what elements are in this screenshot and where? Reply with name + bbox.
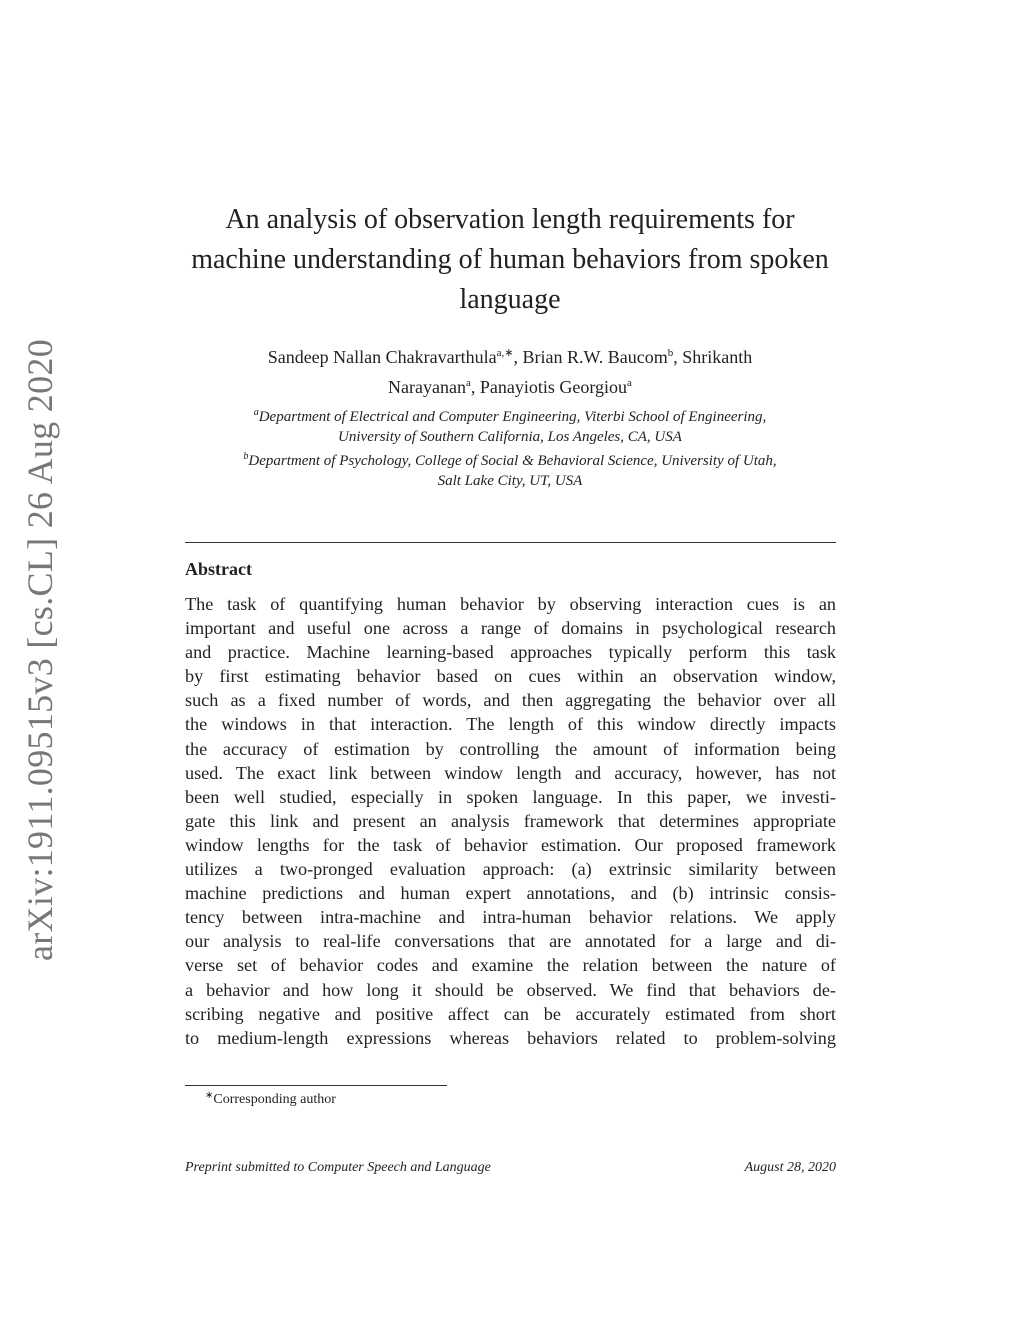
abstract-line: and practice. Machine learning-based approaches typically perform this task (185, 642, 836, 663)
arxiv-identifier-stamp (10, 338, 70, 962)
author-name: Brian R.W. Baucom (522, 347, 668, 367)
author-affil-mark: a (466, 377, 471, 389)
affiliation-mark: a (253, 407, 259, 418)
footnote-text: Corresponding author (213, 1092, 336, 1107)
arxiv-identifier-text: arXiv:1911.09515v3 [cs.CL] 26 Aug 2020 (20, 338, 60, 962)
author-affil-mark: a,∗ (496, 347, 514, 359)
author-line-2 (185, 370, 835, 400)
abstract-line: The task of quantifying human behavior by observing interaction cues is an (185, 594, 836, 614)
abstract-line: gate this link and present an analysis framework that determines appropriate (185, 810, 836, 831)
affiliation-mark: b (243, 451, 249, 462)
abstract-line: to medium-length expressions whereas behaviors related to problem-solving (185, 1027, 836, 1048)
title-line: machine understanding of human behaviors from spoken (191, 244, 829, 275)
abstract-heading: Abstract (185, 559, 252, 579)
abstract-line: the accuracy of estimation by controlling the amount of information being (185, 738, 836, 759)
abstract-line: machine predictions and human expert annotations, and (b) intrinsic consis- (185, 883, 836, 904)
author-name: Panayiotis Georgiou (479, 377, 628, 397)
abstract-line: our analysis to real-life conversations that are annotated for a large and di- (185, 931, 836, 952)
footnote-mark: ∗ (205, 1090, 214, 1101)
affiliation-list (185, 403, 835, 491)
abstract-line: utilizes a two-pronged evaluation approach: (a) extrinsic similarity between (185, 859, 836, 880)
abstract-line: a behavior and how long it should be observed. We find that behaviors de- (185, 979, 836, 1000)
affiliation-text: Department of Psychology, College of Social & Behavioral Science, University of Utah, (248, 453, 777, 469)
footnote-rule (185, 1085, 447, 1086)
author-name-part: Shrikanth (682, 347, 753, 367)
author-list (185, 340, 835, 400)
paper-title (185, 200, 835, 320)
author-separator: , (513, 347, 523, 367)
abstract-line: window lengths for the task of behavior estimation. Our proposed framework (185, 834, 836, 855)
author-name: Sandeep Nallan Chakravarthula (267, 347, 497, 367)
abstract-line: used. The exact link between window length and accuracy, however, has not (185, 762, 836, 783)
title-line: An analysis of observation length requirements for (225, 204, 795, 235)
author-line-1 (185, 340, 835, 370)
abstract-line: by first estimating behavior based on cues within an observation window, (185, 666, 836, 687)
footnote (205, 1090, 336, 1108)
abstract-line: been well studied, especially in spoken language. In this paper, we investi- (185, 786, 836, 807)
abstract-line: tency between intra-machine and intra-human behavior relations. We apply (185, 907, 836, 928)
abstract-line: verse set of behavior codes and examine the relation between the nature of (185, 955, 836, 976)
abstract-line: scribing negative and positive affect can be accurately estimated from short (185, 1003, 836, 1024)
footer-venue: Preprint submitted to Computer Speech and Language (185, 1160, 491, 1175)
author-name-part: Narayanan (388, 377, 466, 397)
abstract-line: such as a fixed number of words, and then aggregating the behavior over all (185, 690, 836, 711)
author-separator: , (673, 347, 683, 367)
title-line: language (459, 284, 561, 315)
affiliation-line: University of Southern California, Los Angeles, CA, USA (338, 429, 682, 445)
author-affil-mark: a (627, 377, 632, 389)
abstract-body (185, 592, 836, 1050)
author-affil-mark: b (667, 347, 674, 359)
affiliation-text: Department of Electrical and Computer Engineering, Viterbi School of Engineering, (258, 409, 767, 425)
affiliation-line (185, 447, 835, 471)
abstract-line: important and useful one across a range of domains in psychological research (185, 618, 836, 639)
abstract-line: the windows in that interaction. The length of this window directly impacts (185, 714, 836, 735)
affiliation-line (185, 403, 835, 427)
author-separator: , (470, 377, 480, 397)
affiliation-line: Salt Lake City, UT, USA (437, 473, 583, 489)
footer-date: August 28, 2020 (744, 1160, 836, 1175)
abstract-top-rule (185, 542, 836, 543)
